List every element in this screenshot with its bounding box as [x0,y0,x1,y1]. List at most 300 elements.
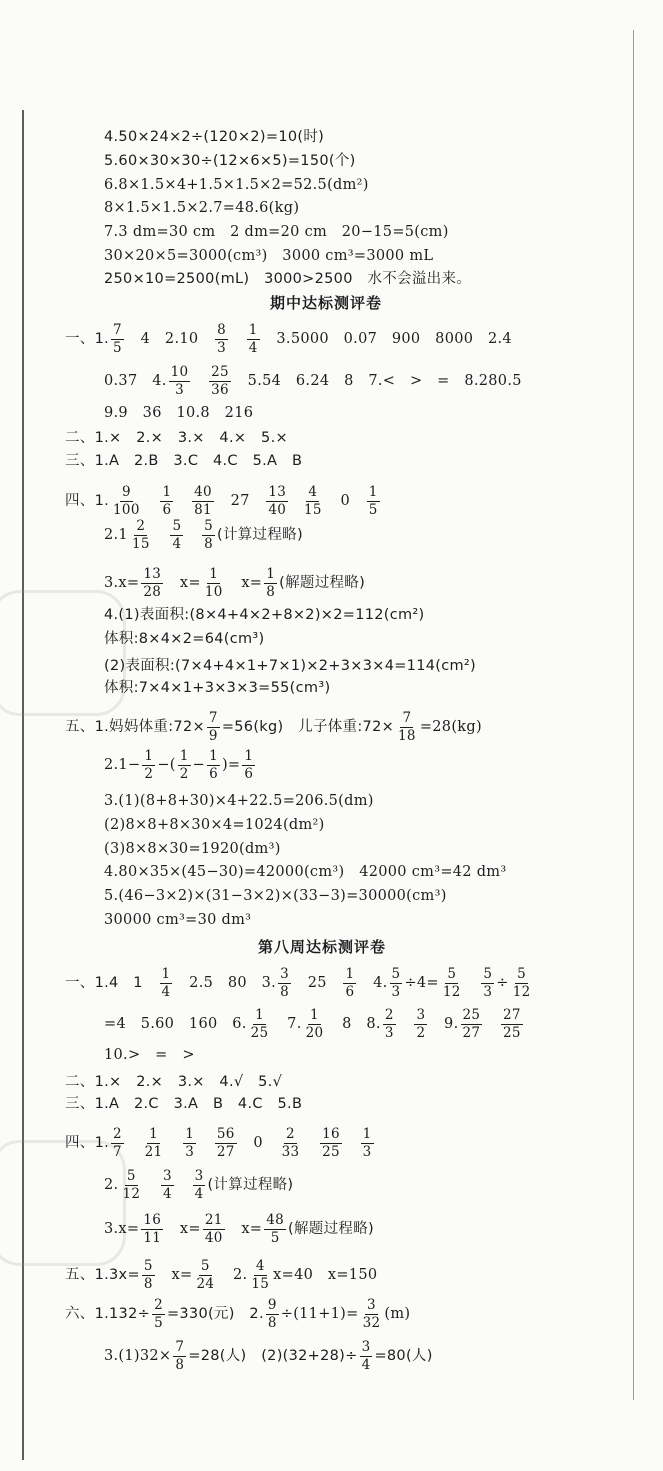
answer-line [104,199,299,217]
answer-line [104,152,356,170]
fraction [249,1259,271,1292]
fraction [203,567,225,600]
denominator: 36 [211,381,229,398]
denominator: 2 [179,765,189,782]
denominator: 3 [217,339,227,356]
numerator: 25 [462,1006,481,1023]
text-run: 9.9 36 10.8 216 [104,405,254,421]
text-run: =4 5.60 160 6. [104,1016,247,1032]
numerator: 1 [362,1125,372,1142]
denominator: 8 [204,535,213,552]
numerator: 5 [517,965,527,982]
answer-line [104,404,253,422]
denominator: 3 [185,1143,195,1160]
denominator: 3 [391,983,401,1000]
denominator: 5 [154,1314,163,1331]
text-run: 三、1.A 2.C 3.A B 4.C 5.B [65,1096,303,1112]
text-run: 0.37 4. [104,373,167,389]
answer-line [104,270,471,288]
answer-line [65,452,302,470]
answer-line [104,1213,374,1246]
fraction [383,1008,396,1041]
fraction [169,365,191,398]
denominator: 33 [281,1143,300,1160]
denominator: 25 [503,1024,521,1041]
numerator: 3 [367,1296,376,1313]
numerator: 40 [194,483,212,500]
numerator: 27 [503,1006,521,1023]
answer-line [104,887,447,905]
numerator: 7 [113,321,122,338]
text-run: 10.> = > [104,1047,195,1063]
text-run: 一、1.4 1 [65,975,158,991]
fraction [215,323,228,356]
text-run: − [192,757,206,773]
denominator: 10 [204,583,223,600]
answer-line [65,1259,377,1292]
text-run [126,1134,141,1152]
denominator: 12 [442,983,461,1000]
text-run: 3.x= [104,575,140,591]
text-run: 2. [104,1177,119,1193]
fraction [173,1340,186,1373]
denominator: 15 [303,501,322,518]
fraction [367,485,380,518]
answer-line [104,1169,293,1202]
text-run: (计算过程略) [217,527,303,543]
text-run: 8×1.5×1.5×2.7=48.6(kg) [104,200,300,216]
numerator: 7 [208,709,218,726]
denominator: 8 [267,1314,277,1331]
answer-line [65,485,382,518]
answer-line [65,1073,282,1091]
answer-line [104,606,425,624]
fraction [142,1259,155,1292]
fraction [130,519,152,552]
numerator: 1 [179,747,189,764]
text-run: 0 [238,1135,278,1151]
text-run: 六、1.132÷ [65,1306,151,1322]
text-run [154,526,169,544]
text-run: ÷4= [404,975,439,991]
denominator: 6 [244,765,254,782]
numerator: 1 [162,483,172,500]
answer-line [104,567,365,600]
numerator: 4 [255,1257,265,1274]
fraction [207,749,220,782]
text-run: 四、1. [65,1135,110,1151]
answer-line [65,711,482,744]
text-run [344,1134,359,1152]
text-run: 5.(46−3×2)×(31−3×2)×(33−3)=30000(cm³) [104,888,447,904]
denominator: 3 [483,983,493,1000]
text-run [290,492,300,510]
denominator: 5 [368,501,378,518]
numerator: 16 [322,1125,340,1142]
fraction [242,749,255,782]
text-run [185,526,200,544]
text-run [144,1176,159,1194]
text-run: 一、1. [65,331,110,347]
fraction [278,967,291,1000]
answer-line [104,1008,525,1041]
numerator: 3 [194,1167,204,1184]
answer-line [104,519,303,552]
fraction [160,485,173,518]
text-run: 二、1.× 2.× 3.× 4.√ 5.√ [65,1074,283,1090]
fraction [161,1169,174,1202]
denominator: 11 [143,1229,162,1246]
fraction [143,1127,165,1160]
numerator: 5 [204,517,213,534]
numerator: 1 [244,747,254,764]
denominator: 6 [345,983,355,1000]
text-run: 7. [272,1016,302,1032]
fraction [203,1213,225,1246]
numerator: 2 [384,1006,394,1023]
numerator: 1 [266,565,276,582]
fraction [215,1127,237,1160]
text-run: (m) [384,1306,411,1322]
answer-line [65,1127,376,1160]
answer-line [104,816,325,834]
text-run: 4.(1)表面积:(8×4+4×2+8×2)×2=112(cm²) [104,607,425,623]
answer-line [104,223,449,241]
text-run: 30000 cm³=30 dm³ [104,912,252,928]
numerator: 3 [162,1167,172,1184]
section-title: 期中达标测评卷 [270,294,383,312]
denominator: 8 [175,1356,185,1373]
text-run: x= [156,1267,193,1283]
denominator: 9 [208,727,218,744]
denominator: 20 [305,1024,324,1041]
numerator: 16 [143,1211,162,1228]
denominator: 4 [161,983,171,1000]
text-run: (3)8×8×30=1920(dm³) [104,841,281,857]
fraction [343,967,356,1000]
fraction [111,1127,124,1160]
denominator: 3 [384,1024,394,1041]
text-run: 2. [218,1267,248,1283]
numerator: 7 [402,709,412,726]
denominator: 25 [250,1024,269,1041]
text-run: −( [157,757,176,773]
text-run: x= [165,1221,201,1237]
denominator: 3 [175,381,184,398]
text-run: 四、1. [65,493,110,509]
denominator: 4 [248,339,258,356]
text-run: (解题过程略) [288,1221,374,1237]
denominator: 6 [209,765,218,782]
text-run: =28(kg) [419,719,482,735]
fraction [360,1340,373,1373]
denominator: 40 [204,1229,223,1246]
numerator: 1 [248,321,258,338]
answer-line [104,679,330,697]
numerator: 1 [209,565,219,582]
fraction [511,967,533,1000]
fraction [390,967,403,1000]
text-run: 三、1.A 2.B 3.C 4.C 5.A B [65,453,303,469]
fraction [141,567,163,600]
numerator: 1 [144,747,154,764]
fraction [194,1259,216,1292]
numerator: 21 [204,1211,223,1228]
fraction [192,485,214,518]
numerator: 5 [447,965,457,982]
denominator: 4 [162,1185,172,1202]
answer-line [65,1298,410,1331]
fraction [461,1008,483,1041]
text-run: (解题过程略) [279,575,366,591]
numerator: 1 [310,1006,319,1023]
text-run: ÷(11+1)= [280,1306,359,1322]
text-run [175,492,190,510]
text-run: (计算过程略) [207,1177,294,1193]
numerator: 1 [185,1125,195,1142]
numerator: 48 [266,1211,285,1228]
text-run [176,1176,191,1194]
denominator: 5 [270,1229,280,1246]
text-run: 五、1.3x= [65,1267,140,1283]
answer-line [65,1095,302,1113]
text-run: 250×10=2500(mL) 3000>2500 水不会溢出来。 [104,271,472,287]
denominator: 100 [113,501,140,518]
text-run: =28(人) (2)(32+28)÷ [188,1348,358,1364]
fraction [361,1127,374,1160]
fraction [120,1169,142,1202]
text-run: 6.8×1.5×4+1.5×1.5×2=52.5(dm²) [104,177,369,193]
text-run: 体积:8×4×2=64(cm³) [104,631,265,647]
fraction [264,1213,286,1246]
denominator: 7 [113,1143,122,1160]
numerator: 3 [361,1338,371,1355]
answer-line [65,967,535,1000]
fraction [304,1008,326,1041]
text-run: 5.60×30×30÷(12×6×5)=150(个) [104,153,356,169]
answer-line [65,429,288,447]
text-run: 3.x= [104,1221,140,1237]
numerator: 2 [113,1125,122,1142]
denominator: 3 [362,1143,372,1160]
denominator: 81 [194,501,212,518]
text-run [144,492,159,510]
denominator: 15 [251,1275,270,1292]
section-title: 第八周达标测评卷 [258,938,387,956]
fraction [266,485,288,518]
numerator: 5 [172,517,182,534]
denominator: 40 [268,501,287,518]
text-run: 4.50×24×2÷(120×2)=10(时) [104,129,325,145]
text-run: 25 [292,975,342,991]
text-run: x= [226,575,263,591]
answer-line [104,630,264,648]
text-run [303,1134,318,1152]
numerator: 13 [143,565,162,582]
fraction [361,1298,383,1331]
text-run: 2.1− [104,757,141,773]
numerator: 3 [416,1006,426,1023]
answer-line [104,365,522,398]
fraction [202,519,215,552]
text-run: 9. [429,1016,459,1032]
answer-line [104,1340,433,1373]
numerator: 1 [161,965,171,982]
denominator: 4 [361,1356,371,1373]
right-margin-rule [633,30,634,1400]
text-run: 3.(1)(8+8+30)×4+22.5=206.5(dm) [104,793,374,809]
denominator: 2 [144,765,154,782]
fraction [302,485,324,518]
fraction [209,365,231,398]
fraction [249,1008,271,1041]
numerator: 5 [483,965,493,982]
text-run: 2.5 80 3. [174,975,277,991]
denominator: 12 [512,983,531,1000]
fraction [141,1213,163,1246]
answer-line [104,749,257,782]
answer-line [104,128,324,146]
fraction [264,567,277,600]
answer-line [104,863,506,881]
numerator: 8 [217,321,227,338]
fraction [142,749,155,782]
answer-line [65,323,512,356]
text-run [166,1134,181,1152]
numerator: 2 [154,1296,163,1313]
fraction [266,1298,279,1331]
denominator: 28 [143,583,162,600]
text-run: 4. [358,975,388,991]
denominator: 2 [416,1024,426,1041]
denominator: 6 [162,501,172,518]
fraction [247,323,260,356]
text-run: 8 8. [327,1016,381,1032]
numerator: 2 [136,517,146,534]
fraction [160,967,173,1000]
text-run [192,372,207,390]
numerator: 56 [216,1125,235,1142]
fraction [396,711,418,744]
text-run [398,1015,413,1033]
denominator: 4 [194,1185,204,1202]
denominator: 21 [144,1143,163,1160]
numerator: 1 [209,747,218,764]
numerator: 5 [126,1167,136,1184]
numerator: 5 [200,1257,210,1274]
denominator: 12 [122,1185,141,1202]
fraction [193,1169,206,1202]
fraction [207,711,220,744]
text-run: 3.(1)32× [104,1348,172,1364]
fraction [111,323,124,356]
text-run: 3.5000 0.07 900 8000 2.4 [261,331,512,347]
text-run: 4 2.10 [125,331,214,347]
numerator: 3 [280,965,289,982]
fraction [320,1127,342,1160]
text-run: )= [221,757,241,773]
text-run [230,330,245,348]
numerator: 2 [286,1125,295,1142]
numerator: 5 [391,965,401,982]
denominator: 24 [196,1275,215,1292]
denominator: 8 [280,983,289,1000]
answer-line [104,176,369,194]
numerator: 1 [368,483,378,500]
text-run: ÷ [496,975,509,991]
answer-line [104,1046,195,1064]
denominator: 27 [462,1024,481,1041]
fraction [152,1298,165,1331]
numerator: 4 [308,483,318,500]
numerator: 7 [175,1338,185,1355]
fraction [178,749,191,782]
denominator: 27 [216,1143,235,1160]
denominator: 15 [131,535,150,552]
denominator: 25 [322,1143,340,1160]
denominator: 4 [172,535,182,552]
text-run: x= [226,1221,263,1237]
text-run: 5.54 6.24 8 7.< > = 8.280.5 [232,373,522,389]
text-run: 五、1.妈妈体重:72× [65,719,205,735]
text-run: 二、1.× 2.× 3.× 4.× 5.× [65,430,288,446]
text-run: x= [165,575,201,591]
text-run: (2)表面积:(7×4+4×1+7×1)×2+3×3×4=114(cm²) [104,658,476,674]
text-run: =56(kg) 儿子体重:72× [221,719,395,735]
fraction [170,519,183,552]
numerator: 1 [345,965,355,982]
denominator: 5 [113,339,122,356]
answer-line [104,792,374,810]
numerator: 1 [149,1125,158,1142]
text-run: x=40 x=150 [273,1267,378,1283]
text-run: 0 [325,493,365,509]
text-run: 30×20×5=3000(cm³) 3000 cm³=3000 mL [104,248,434,264]
text-run [465,974,480,992]
fraction [280,1127,302,1160]
denominator: 8 [266,583,276,600]
text-run: 4.80×35×(45−30)=42000(cm³) 42000 cm³=42 dm³ [104,864,507,880]
numerator: 9 [121,483,131,500]
answer-line [104,247,433,265]
numerator: 1 [255,1006,264,1023]
numerator: 13 [268,483,287,500]
denominator: 32 [362,1314,381,1331]
text-run [198,1134,213,1152]
denominator: 8 [143,1275,153,1292]
text-run: 27 [215,493,265,509]
fraction [501,1008,523,1041]
numerator: 9 [267,1296,277,1313]
text-run: 体积:7×4×1+3×3×3=55(cm³) [104,680,331,696]
text-run: 2.1 [104,527,128,543]
answer-line [104,840,281,858]
fraction [111,485,142,518]
text-run: (2)8×8+8×30×4=1024(dm²) [104,817,325,833]
numerator: 5 [143,1257,153,1274]
text-run [484,1015,499,1033]
text-run: =330(元) 2. [166,1306,264,1322]
denominator: 18 [398,727,416,744]
text-run: =80(人) [374,1348,433,1364]
fraction [441,967,463,1000]
fraction [183,1127,196,1160]
answer-line [104,657,476,675]
fraction [481,967,494,1000]
answer-line [104,911,251,929]
numerator: 25 [211,363,229,380]
numerator: 10 [170,363,189,380]
